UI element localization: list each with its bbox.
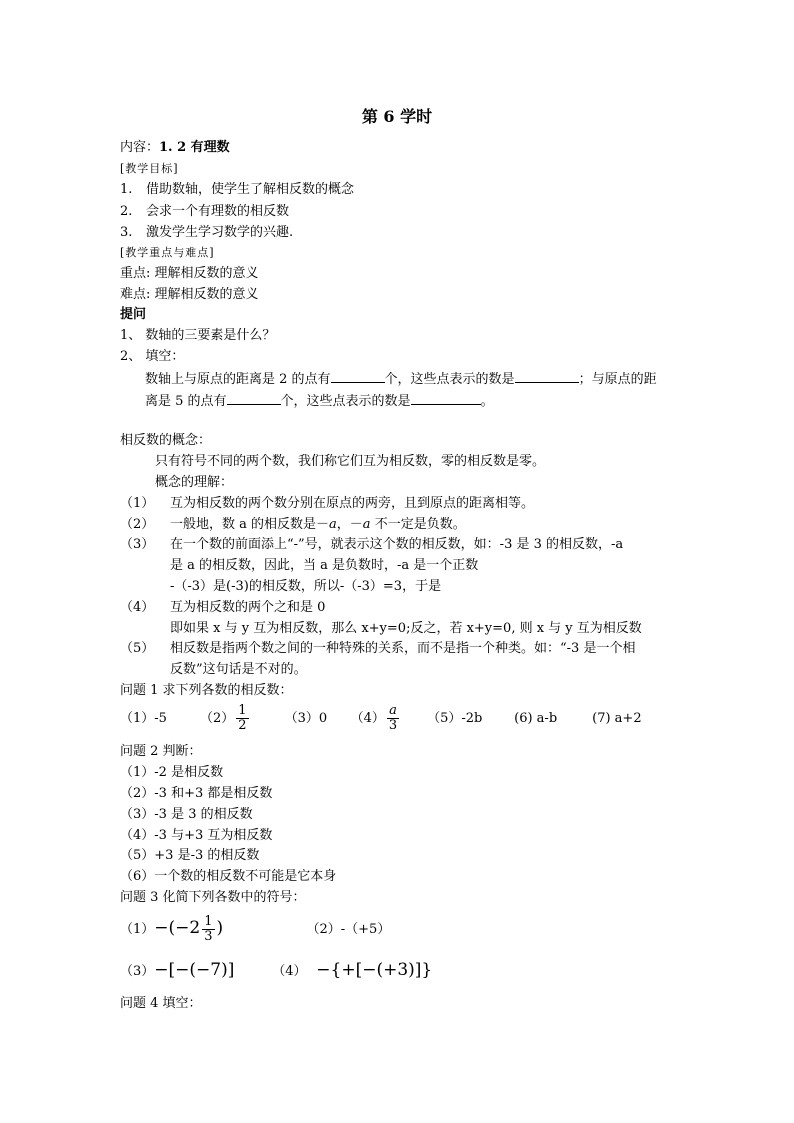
- numerator: 1: [204, 914, 213, 929]
- item-number: （2）: [120, 517, 155, 532]
- understanding-item-3: [120, 537, 623, 553]
- problem-3-title: 问题 3 化简下列各数中的符号：: [120, 890, 306, 905]
- fill-text: ；与原点的距: [578, 372, 657, 387]
- variable: a: [329, 517, 337, 532]
- item-text: 一般地，数 a 的相反数是－: [170, 517, 330, 532]
- understanding-label: 概念的理解：: [155, 475, 234, 490]
- answer-blank[interactable]: [515, 370, 579, 383]
- goal-number: 2.: [120, 204, 133, 219]
- content-value: 1. 2 有理数: [159, 140, 230, 155]
- problem-item: （4）: [272, 964, 307, 979]
- fill-text: 。: [480, 394, 494, 409]
- math-expression: ): [216, 918, 224, 938]
- problem-item: (6) a-b: [514, 711, 558, 726]
- item-5-line-2: 反数”这句话是不对的。: [170, 662, 307, 677]
- item-text: 不一定是负数。: [370, 517, 466, 532]
- fill-text: 离是 5 的点有: [145, 394, 227, 409]
- goal-number: 3.: [120, 225, 133, 240]
- math-expression: −{+[−(+3)]}: [316, 960, 433, 980]
- problem-item: （3）: [120, 964, 155, 979]
- denominator: 3: [388, 718, 398, 733]
- problem-3-row-1: [120, 912, 390, 946]
- judge-item: （6）一个数的相反数不可能是它本身: [120, 869, 337, 884]
- understanding-item-4: [120, 600, 325, 616]
- denominator: 3: [204, 929, 213, 944]
- fraction-one-third: [202, 915, 214, 944]
- problem-1-items: [120, 704, 642, 734]
- fill-line-2: [145, 392, 494, 410]
- numerator: a: [389, 703, 397, 718]
- item-3-line-3: -（-3）是(-3)的相反数，所以-（-3）=3，于是: [170, 579, 442, 594]
- answer-blank[interactable]: [331, 370, 385, 383]
- problem-2-title: 问题 2 判断：: [120, 744, 202, 759]
- goal-text: 激发学生学习数学的兴趣.: [146, 225, 294, 240]
- difficult-point: 难点: 理解相反数的意义: [120, 287, 259, 302]
- item-text: 互为相反数的两个之和是 0: [170, 600, 326, 615]
- problem-item: （5）-2b: [427, 711, 483, 726]
- goal-item: [120, 204, 289, 220]
- content-line: [120, 140, 230, 156]
- variable: a: [362, 517, 371, 532]
- understanding-item-5: [120, 641, 635, 657]
- fill-line-1: [145, 370, 657, 388]
- item-text: 互为相反数的两个数分别在原点的两旁，且到原点的距离相等。: [170, 496, 535, 511]
- understanding-item-2: [120, 517, 466, 533]
- numerator: 1: [238, 703, 247, 718]
- denominator: 2: [238, 718, 247, 733]
- problem-item: （1）-5: [120, 711, 167, 726]
- fraction-a-over-3: [387, 704, 399, 733]
- problem-3-row-2: [120, 958, 432, 984]
- problem-item: (7) a+2: [592, 711, 642, 726]
- concept-definition: 只有符号不同的两个数，我们称它们互为相反数，零的相反数是零。: [155, 454, 546, 469]
- concept-header: 相反数的概念：: [120, 433, 212, 448]
- problem-item: （1）: [120, 922, 155, 937]
- key-point: 重点: 理解相反数的意义: [120, 266, 259, 281]
- goal-item: [120, 182, 354, 198]
- judge-item: （1）-2 是相反数: [120, 765, 224, 780]
- ask-header: 提问: [120, 307, 147, 322]
- problem-1-title: 问题 1 求下列各数的相反数：: [120, 683, 293, 698]
- item-number: （5）: [120, 641, 155, 656]
- question-2: 2、 填空：: [120, 349, 185, 364]
- judge-item: （2）-3 和+3 都是相反数: [120, 786, 273, 801]
- problem-4-title: 问题 4 填空：: [120, 996, 202, 1011]
- item-4-line-2: 即如果 x 与 y 互为相反数，那么 x+y=0;反之，若 x+y=0, 则 x 与 y 互为相反数: [170, 621, 642, 636]
- problem-item: （2）-（+5）: [306, 922, 391, 937]
- fill-text: 数轴上与原点的距离是 2 的点有: [145, 372, 331, 387]
- understanding-item-1: [120, 496, 534, 512]
- item-number: （1）: [120, 496, 155, 511]
- problem-item: （3）0: [284, 711, 328, 726]
- item-text: 在一个数的前面添上“-”号，就表示这个数的相反数，如：-3 是 3 的相反数，-a: [170, 537, 624, 552]
- judge-item: （4）-3 与+3 互为相反数: [120, 828, 273, 843]
- question-1: 1、 数轴的三要素是什么？: [120, 328, 276, 343]
- page-title: 第 6 学时: [361, 107, 433, 126]
- answer-blank[interactable]: [411, 392, 481, 405]
- item-text: ，－: [336, 517, 363, 532]
- math-expression: −(−2: [154, 918, 201, 938]
- problem-item: （2）: [200, 711, 235, 726]
- key-header: [教学重点与难点]: [120, 246, 215, 259]
- fraction-one-half: [236, 704, 248, 733]
- goal-text: 借助数轴，使学生了解相反数的概念: [146, 182, 355, 197]
- item-number: （4）: [120, 600, 155, 615]
- item-text: 相反数是指两个数之间的一种特殊的关系，而不是指一个种类。如：“-3 是一个相: [170, 641, 636, 656]
- problem-item: （4）: [350, 711, 385, 726]
- fill-text: 个，这些点表示的数是: [280, 394, 411, 409]
- goal-number: 1.: [120, 182, 133, 197]
- goal-item: [120, 225, 293, 241]
- goals-header: [教学目标]: [120, 162, 179, 175]
- judge-item: （3）-3 是 3 的相反数: [120, 807, 253, 822]
- item-number: （3）: [120, 537, 155, 552]
- content-label: 内容：: [120, 140, 160, 155]
- math-expression: −[−(−7)]: [154, 960, 235, 980]
- fill-text: 个，这些点表示的数是: [384, 372, 515, 387]
- item-3-line-2: 是 a 的相反数，因此，当 a 是负数时，-a 是一个正数: [170, 558, 479, 573]
- judge-item: （5）+3 是-3 的相反数: [120, 848, 260, 863]
- goal-text: 会求一个有理数的相反数: [146, 204, 290, 219]
- answer-blank[interactable]: [227, 392, 281, 405]
